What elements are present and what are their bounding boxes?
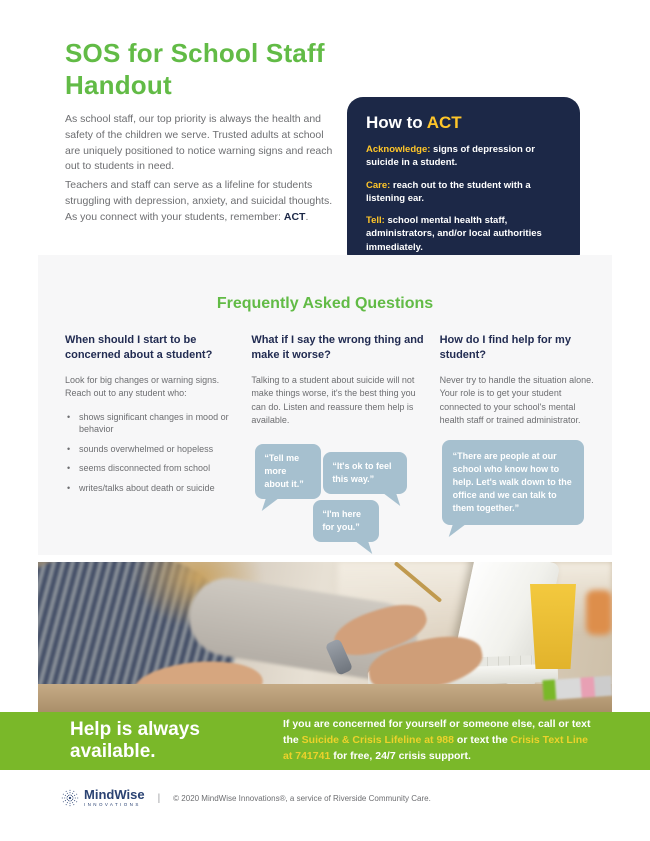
faq-question-1: When should I start to be concerned about a student? [65,334,213,361]
act-item-care: Care: reach out to the student with a listening ear. [366,179,531,204]
intro-paragraph-2: Teachers and staff can serve as a lifeline for students struggling with depression, anxiety, and suicidal thoughts. As you connect with your students, remember: ACT. [65,179,333,223]
act-item-acknowledge: Acknowledge: signs of depression or suicide in a student. [366,144,535,169]
help-bar [0,712,650,770]
photo-coffee-cup [530,584,576,669]
faq-answer-3: Never try to handle the situation alone. Your role is to get your student connected to your school's mental health staff or trained administrator. [439,374,594,426]
faq-column-what-to-say [251,333,429,573]
faq-answer-2: Talking to a student about suicide will not make things worse, it's the best thing you can do. Listen and reassure them help is available. [251,374,416,426]
faq-heading: Frequently Asked Questions [216,295,434,312]
speech-bubble: “There are people at our school who know how to help. Let's walk down to the office and we can talk to them together.” [442,440,584,525]
crisis-lifeline-988: Suicide & Crisis Lifeline at 988 [301,734,454,747]
crisis-text-line-741741: Crisis Text Line at 741741 [283,734,588,762]
faq-question-2: What if I say the wrong thing and make it worse? [251,334,424,361]
act-acronym: ACT [283,210,306,223]
intro-paragraph-1: As school staff, our top priority is always the health and safety of the children we serve. Trusted adults at school are uniquely positioned to notice warning signs and reach out to students in need. [65,113,333,173]
faq-column-find-help [440,333,600,573]
speech-bubble: “It's ok to feel this way.” [323,452,407,494]
list-item: • seems disconnected from school [65,462,238,475]
help-headline: Help is always available. [70,719,200,762]
footer [60,788,431,808]
page-title: SOS for School Staff Handout [65,38,325,100]
act-card-title: How to ACT [366,113,462,132]
footer-divider: | [157,792,161,804]
photo-table-surface [38,684,612,712]
mindwise-burst-icon [60,788,80,808]
mindwise-logo [60,788,145,808]
photo-people-working [38,562,612,712]
logo-text [84,788,145,808]
warning-signs-list [65,411,238,495]
act-item-tell: Tell: school mental health staff, administrators, and/or local authorities immediately. [366,215,542,253]
faq-section [38,255,612,555]
logo-name: MindWise [84,787,145,803]
crisis-info-text: If you are concerned for yourself or someone else, call or text the Suicide & Crisis Lifeline at 988 or text the Crisis Text Line at 741741 for free, 24/7 crisis support. [283,718,591,762]
faq-question-3: How do I find help for my student? [439,334,571,361]
list-item: • shows significant changes in mood or behavior [65,411,238,436]
list-item: • sounds overwhelmed or hopeless [65,443,238,456]
faq-column-warning-signs [65,333,238,573]
how-to-act-card [347,97,580,269]
speech-bubble: “Tell me more about it.” [255,444,321,499]
faq-columns [38,313,612,573]
faq-answer-1: Look for big changes or warning signs. Reach out to any student who: [65,374,220,399]
logo-subtitle: INNOVATIONS [84,802,141,808]
speech-bubble-group [251,438,429,573]
list-item: • writes/talks about death or suicide [65,482,238,495]
speech-bubble-group [440,438,600,573]
photo-orange-cup [586,590,612,635]
speech-bubble: “I'm here for you.” [313,500,379,542]
copyright-text: © 2020 MindWise Innovations®, a service of Riverside Community Care. [173,793,431,803]
